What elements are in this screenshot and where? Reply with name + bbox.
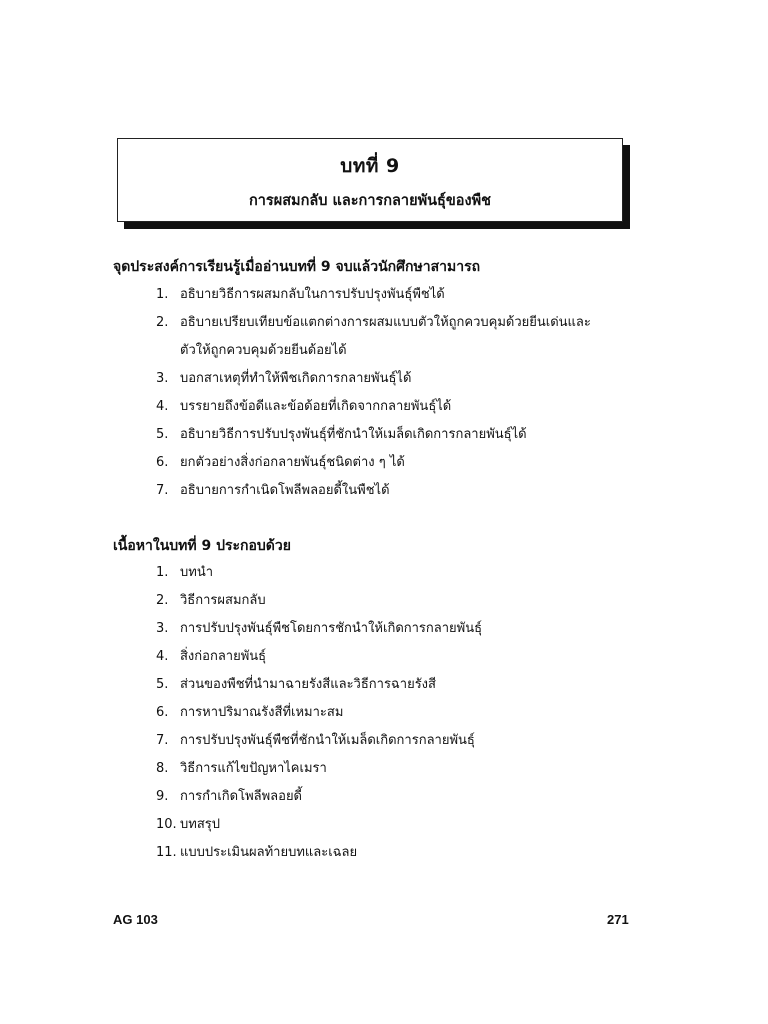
list-item — [156, 365, 591, 393]
list-item — [156, 393, 591, 421]
chapter-title-box — [117, 138, 623, 222]
list-item — [156, 587, 482, 615]
contents-list — [156, 559, 482, 867]
item-text: ยกตัวอย่างสิ่งก่อกลายพันธุ์ชนิดต่าง ๆ ได้ — [180, 455, 405, 470]
item-number: 3. — [156, 371, 169, 386]
objectives-list — [156, 281, 591, 505]
item-number: 4. — [156, 649, 169, 664]
page-number: 271 — [607, 912, 629, 927]
item-number: 6. — [156, 705, 169, 720]
item-text: สิ่งก่อกลายพันธุ์ — [180, 649, 267, 664]
item-text: วิธีการแก้ไขปัญหาไคเมรา — [180, 761, 327, 776]
list-item — [156, 699, 482, 727]
list-item — [156, 477, 591, 505]
list-item — [156, 811, 482, 839]
item-text: บรรยายถึงข้อดีและข้อด้อยที่เกิดจากกลายพันธุ์ได้ — [180, 399, 452, 414]
list-item — [156, 281, 591, 309]
item-text: อธิบายวิธีการปรับปรุงพันธุ์ที่ชักนำให้เมล็ดเกิดการกลายพันธุ์ได้ — [180, 427, 527, 442]
item-text: อธิบายวิธีการผสมกลับในการปรับปรุงพันธุ์พืชได้ — [180, 287, 445, 302]
item-number: 2. — [156, 315, 169, 330]
item-number: 5. — [156, 677, 169, 692]
list-item — [156, 309, 591, 337]
list-item — [156, 755, 482, 783]
list-item — [156, 449, 591, 477]
item-number: 7. — [156, 733, 169, 748]
item-number: 7. — [156, 483, 169, 498]
list-item — [156, 421, 591, 449]
contents-heading: เนื้อหาในบทที่ 9 ประกอบด้วย — [113, 538, 291, 554]
item-text: แบบประเมินผลท้ายบทและเฉลย — [180, 845, 358, 860]
item-text: การกำเกิดโพลีพลอยดี้ — [180, 789, 303, 804]
item-text: อธิบายเปรียบเทียบข้อแตกต่างการผสมแบบตัวให้ถูกควบคุมด้วยยีนเด่นและ — [180, 315, 591, 330]
list-item-continuation: ตัวให้ถูกควบคุมด้วยยีนด้อยได้ — [180, 343, 347, 358]
item-number: 3. — [156, 621, 169, 636]
item-number: 1. — [156, 565, 169, 580]
item-text: การปรับปรุงพันธุ์พืชโดยการชักนำให้เกิดการกลายพันธุ์ — [180, 621, 483, 636]
list-item — [156, 671, 482, 699]
item-text: ส่วนของพืชที่นำมาฉายรังสีและวิธีการฉายรังสี — [180, 677, 436, 692]
item-number: 6. — [156, 455, 169, 470]
chapter-subtitle: การผสมกลับ และการกลายพันธุ์ของพืช — [249, 193, 491, 209]
item-number: 11. — [156, 845, 177, 860]
item-number: 5. — [156, 427, 169, 442]
item-text: การหาปริมาณรังสีที่เหมาะสม — [180, 705, 344, 720]
item-number: 8. — [156, 761, 169, 776]
item-text: วิธีการผสมกลับ — [180, 593, 266, 608]
item-number: 2. — [156, 593, 169, 608]
item-number: 1. — [156, 287, 169, 302]
list-item — [156, 559, 482, 587]
list-item — [156, 839, 482, 867]
item-text: บอกสาเหตุที่ทำให้พืชเกิดการกลายพันธุ์ได้ — [180, 371, 412, 386]
course-code: AG 103 — [113, 912, 158, 927]
item-number: 10. — [156, 817, 177, 832]
item-text: บทนำ — [180, 565, 214, 580]
item-text: อธิบายการกำเนิดโพลีพลอยดี้ในพืชได้ — [180, 483, 390, 498]
list-item — [156, 727, 482, 755]
item-number: 4. — [156, 399, 169, 414]
item-text: การปรับปรุงพันธุ์พืชที่ชักนำให้เมล็ดเกิดการกลายพันธุ์ — [180, 733, 475, 748]
list-item — [156, 643, 482, 671]
chapter-title: บทที่ 9 — [340, 155, 400, 177]
list-item — [156, 783, 482, 811]
list-item — [156, 615, 482, 643]
item-text: บทสรุป — [180, 817, 220, 832]
item-number: 9. — [156, 789, 169, 804]
objectives-heading: จุดประสงค์การเรียนรู้เมื่ออ่านบทที่ 9 จบแล้วนักศึกษาสามารถ — [113, 259, 481, 275]
